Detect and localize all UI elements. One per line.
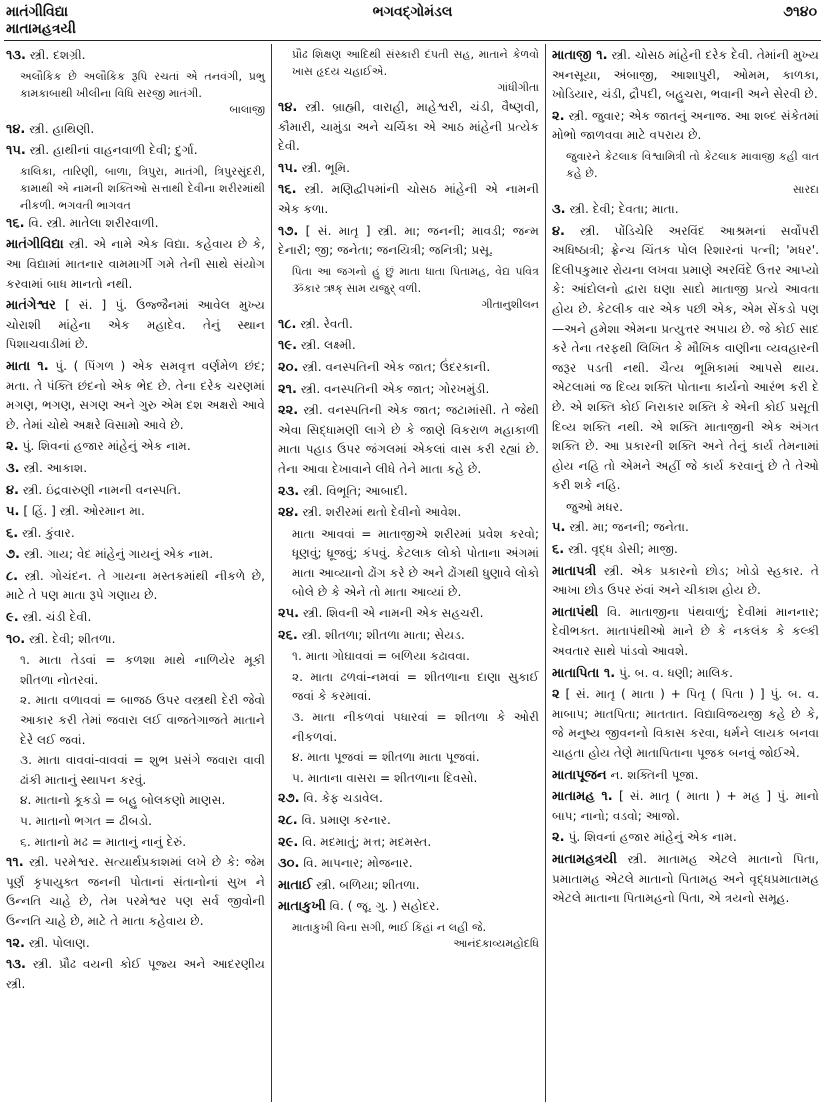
entry-headword: ૧૩.	[6, 48, 26, 63]
entry-text: સ્ત્રી. શરીરમાં થતો દેવીનો આવેશ.	[302, 505, 462, 520]
entry-headword: ૧૧.	[6, 855, 24, 871]
entry-text: જુવારને કેટલાક વિશ્વામિત્રી તો કેટલાક માવાજી કહી વાત કહે છે.	[566, 149, 819, 180]
dictionary-entry	[552, 850, 819, 909]
citation-source	[6, 102, 265, 117]
entry-text: સ્ત્રી. ગાય; વેદ માંહેનું ગાયનું એક નામ.	[23, 547, 214, 562]
sub-sense	[6, 751, 265, 790]
entry-text: પ્રૌઢ શિક્ષણ આદિથી સંસ્કારી દંપતી સહ, માતાને કેળવો ખાસ હૃદય ચહાઈએ.	[292, 48, 539, 78]
entry-text: સ્ત્રી. ભૂમિ.	[301, 160, 350, 175]
entry-text: સ્ત્રી. શીતળા; શીતળા માતા; સેયડ.	[301, 627, 465, 642]
entry-headword: ૧૬.	[6, 215, 25, 231]
entry-text: સારદા	[792, 182, 819, 196]
dictionary-entry	[278, 876, 539, 896]
dictionary-entry	[6, 524, 265, 544]
dictionary-entry	[278, 604, 539, 624]
entry-headword: ૮.	[6, 568, 19, 584]
dictionary-entry	[552, 518, 819, 538]
entry-headword: ૬.	[6, 525, 19, 541]
sub-sense	[278, 525, 539, 603]
sub-sense	[278, 769, 539, 789]
entry-headword: ૩૦.	[278, 856, 300, 872]
entry-headword: ૨૧.	[278, 381, 297, 397]
entry-text: સ્ત્રી. ગોચંદન. તે ગાયના મસ્તકમાંથી નીકળે છે, માટે તે પણ માતા રૂપે ગણાય છે.	[6, 568, 266, 603]
entry-text: સ્ત્રી. એ નામે એક વિદ્યા. કહેવાય છે કે, આ વિદ્યામાં માતનાર વામમાર્ગી ગમે તેની સાથે સંયોગ કરવામાં બાધ માનતો નથી.	[6, 237, 265, 291]
dictionary-entry	[278, 789, 539, 809]
sub-sense	[278, 647, 539, 667]
entry-headword: માતંગીવિદ્યા	[6, 237, 64, 253]
entry-text: ૪. માતા પૂજવાં = શીતળા માતા પૂજવાં.	[292, 750, 480, 765]
entry-headword: ૩.	[552, 201, 566, 217]
entry-headword: ૨૪.	[278, 505, 299, 521]
entry-headword: માતાપૂજન	[552, 767, 607, 783]
dictionary-entry	[552, 685, 819, 763]
dictionary-entry	[552, 200, 819, 220]
dictionary-entry	[278, 222, 539, 261]
entry-text: બાલાજી	[229, 102, 265, 116]
entry-headword: ૧૭.	[278, 223, 299, 239]
dictionary-entry	[6, 955, 265, 994]
entry-text: સ્ત્રી. પોંડિચેરિ અરવિંદ આશ્રમનાં સર્વોપરી અધિષ્ઠાત્રી; ફ્રેન્ચ ચિંતક પોલ રિશારનાં પત્ની; 'મધર'. દિલીપકુમાર રોયના લખવા પ્રમાણે અરવિંદે ઉત્તર આપ્યો કે: આંદોલનો દ્વારા ઘણા સાદો માતાજી પ્રત્યે આવતા હોય છે. કેટલીક વાર એક પછી એક, એમ સેંકડો પણ—અને હમેશા એમના પ્રત્યુત્તર અપાય છે. જે કોઈ સાદ કરે તેના તરફથી લિખિત કે મૌખિક વાણીના વ્યવહારની જરૂર પડતી નથી. ચૈત્ય ભૂમિકામાં આપસે થાય. એટલામાં જ દિવ્ય શક્તિ પોતાના કાર્યનો આરંભ કરી દે છે. એ શક્તિ કોઈ નિરાકાર શક્તિ કે એની કોઈ પ્રસૂતી દિવ્ય શક્તિ નથી. એ શક્તિ માતાજીની એક અંગત શક્તિ છે. આ પ્રકારની શક્તિ અને તેનું કાર્ય તેમનામાં હોય નહિ તો એમને અહીં જે કાર્ય કરવાનું છે તે તેઓ કરી શકે નહિ.	[552, 223, 819, 493]
entry-headword: ૧૫.	[278, 160, 298, 176]
entry-text: સ્ત્રી. જુવાર; એક જાતનું અનાજ. આ શબ્દ સંકેતમાં મોભો જાળવવા માટે વપરાય છે.	[552, 108, 819, 143]
entry-text: [ સં. માતૃ ] સ્ત્રી. મા; જનની; માવડી; જન્મ દેનારી; જી; જનેતા; જનયિત્રી; જનિત્રી; પ્રસૂ.	[278, 223, 540, 258]
citation-quote	[278, 46, 539, 80]
sub-sense	[278, 748, 539, 768]
dictionary-entry	[6, 853, 265, 931]
entry-text: પું. બ. વ. ધણી; માલિક.	[619, 665, 734, 680]
entry-headword: ૧૪.	[278, 100, 298, 115]
sub-sense	[6, 791, 265, 811]
entry-text: સ્ત્રી. હાથીનાં વાહનવાળી દેવી; દુર્ગા.	[29, 143, 198, 158]
entry-text: સ્ત્રી. ચોસઠ માંહેની દરેક દેવી. તેમાંની મુખ્ય અનસૂયા, અંબાજી, આશાપુરી, ઓમમ, કાળકા, ખોડિયાર, ચંડી, દ્રૌપદી, બહુચરા, ભવાની અને સેરવી છે.	[552, 48, 820, 102]
entry-text: સ્ત્રી. બળિયા; શીતળા.	[316, 877, 420, 892]
entry-headword: ૨૮.	[278, 813, 298, 828]
entry-headword: ૨.	[6, 439, 19, 455]
citation-source	[278, 936, 539, 951]
entry-headword: ૨૦.	[278, 359, 299, 375]
dictionary-entry	[6, 235, 265, 294]
entry-text: ૬. માતાનો મઢ = માતાનું નાનું દેરું.	[20, 834, 187, 849]
dictionary-entry	[278, 854, 539, 874]
entry-headword: માતાપત્રી	[552, 563, 597, 579]
dictionary-entry	[278, 159, 539, 179]
entry-text: સ્ત્રી. બ્રાહ્મી, વારાહી, માહેશ્વરી, ચંડી, વૈષ્ણવી, કૌમારી, ચામુંડા અને ચર્ચિકા એ આઠ માંહેની પ્રત્યેક દેવી.	[278, 100, 539, 154]
entry-text: ગીતાનુશીલન	[481, 297, 539, 311]
entry-headword: ૧૩.	[6, 957, 26, 973]
entry-text: ન. શક્તિની પૂજા.	[610, 767, 699, 782]
entry-text: વિ. માપનાર; મોજનાર.	[303, 856, 413, 871]
entry-text: [ હિં. ] સ્ત્રી. ઓરમાન મા.	[23, 504, 145, 519]
sub-sense	[6, 691, 265, 750]
dictionary-entry	[278, 811, 539, 831]
entry-text: વિ. કેફ ચડાવેલ.	[303, 791, 383, 806]
entry-text: સ્ત્રી. આકાશ.	[23, 460, 88, 475]
dictionary-entry	[278, 626, 539, 646]
entry-headword: માતામહત્રયી	[552, 851, 617, 867]
dictionary-entry	[278, 180, 539, 219]
entry-text: ૨. માતા ઢળવાં-નમવાં = શીતળાના દાણા સુકાઈ જવાં કે કરમાવાં.	[292, 669, 539, 704]
guide-word-last: માતામહત્રયી	[6, 21, 76, 37]
citation-quote	[552, 148, 819, 182]
entry-headword: ૭.	[6, 547, 20, 563]
entry-headword: ૨૨.	[278, 403, 299, 419]
entry-headword: માતા ૧.	[6, 358, 49, 374]
sub-sense	[6, 651, 265, 690]
entry-headword: ૨૯.	[278, 834, 299, 850]
entry-headword: માતંગેશ્વર	[6, 298, 56, 314]
entry-text: ૩. માતા નીકળવાં પધારવાં = શીતળા કે ઓરી નીકળવાં.	[292, 710, 539, 744]
dictionary-entry	[6, 214, 265, 234]
dictionary-entry	[278, 315, 539, 335]
dictionary-entry	[278, 380, 539, 400]
entry-headword: માતાપિતા ૧.	[552, 665, 616, 681]
entry-text: સ્ત્રી. પરમેશ્વર. સત્યાર્થપ્રકાશમાં લખે છે કે: જેમ પૂર્ણ કૃપાયુક્ત જનની પોતાનાં સંતાનોનાં સુખ ને ઉન્નતિ ચાહે છે, તેમ પરમેશ્વર પણ સર્વ જીવોની ઉન્નતિ ચાહે છે, માટે તે માતા કહેવાય છે.	[6, 855, 266, 928]
dictionary-entry	[6, 437, 265, 457]
entry-headword: ૨૬.	[278, 627, 298, 643]
sub-sense	[6, 833, 265, 853]
dictionary-entry	[278, 98, 539, 157]
entry-text: પિતા આ જગનો હું છું માતા ધાતા પિતામહ, વેદ્ય પવિત્ર ૐકાર ઋક્ સામ યજુર્ વળી.	[292, 264, 539, 295]
sub-sense	[278, 668, 539, 707]
citation-source	[278, 80, 539, 95]
dictionary-entry	[278, 358, 539, 378]
entry-text: સ્ત્રી. દેવી; દેવતા; માતા.	[569, 201, 679, 216]
dictionary-columns	[0, 44, 825, 1102]
dictionary-entry	[6, 141, 265, 161]
dictionary-entry	[552, 603, 819, 662]
dictionary-entry	[6, 296, 265, 355]
entry-headword: ૨૫.	[278, 606, 300, 622]
dictionary-entry	[278, 897, 539, 917]
dictionary-entry	[6, 608, 265, 628]
entry-text: પું. ( પિંગળ ) એક સમવૃત્ત વર્ણમેળ છંદ; મતા. તે પંક્તિ છંદનો એક ભેદ છે. તેના દરેક ચરણમાં મગણ, ભગણ, સગણ અને ગુરુ એમ દશ અક્ષરો આવે છે. તેમાં ચોથે અક્ષરે વિસામો આવે છે.	[6, 358, 265, 432]
entry-text: સ્ત્રી. દેવી; શીતળા.	[29, 631, 116, 646]
entry-text: સ્ત્રી. વૃદ્ધ ડોસી; માજી.	[568, 542, 678, 557]
dictionary-entry	[278, 336, 539, 356]
header-rule	[4, 40, 821, 41]
dictionary-entry	[6, 120, 265, 140]
entry-text: સ્ત્રી. વનસ્પતિની એક જાત; ઉંદરકાની.	[302, 359, 491, 374]
entry-headword: માતાજી ૧.	[552, 48, 608, 63]
entry-headword: ૬.	[552, 542, 565, 558]
dictionary-entry	[6, 502, 265, 522]
dictionary-entry	[6, 357, 265, 435]
entry-text: સ્ત્રી. હાથિણી.	[29, 121, 95, 136]
dictionary-entry	[552, 562, 819, 601]
dictionary-entry	[552, 766, 819, 786]
dictionary-entry	[6, 545, 265, 565]
dictionary-entry	[6, 481, 265, 501]
dictionary-entry	[278, 833, 539, 853]
entry-text: માતા આવવાં = માતાજીએ શરીરમાં પ્રવેશ કરવો; ધૂણવું; ધ્રૂજવું; કંપવું. કેટલાક લોકો પોતાના અંગમાં માતા આવ્યાનો ઢોંગ કરે છે અને ઢોંગથી ધુણાવે લોકો બોલે છે કે એને તો માતા આવ્યાં છે.	[292, 526, 539, 600]
dictionary-entry	[6, 459, 265, 479]
entry-text: સ્ત્રી. શિવની એ નામની એક સહચરી.	[303, 606, 484, 621]
page-header	[0, 0, 825, 40]
entry-text: પું. શિવનાં હજાર માંહેનું એક નામ.	[22, 439, 191, 454]
column-2	[272, 44, 546, 1102]
entry-text: સ્ત્રી. વનસ્પતિની એક જાત; ગોરખમુંડી.	[300, 381, 490, 396]
entry-text: [ સં. માતૃ ( માતા ) + પિતૃ ( પિતા ) ] પું. બ. વ. માબાપ; માતપિતા; માતતાત. વિદ્યાવિજયજી કહે છે કે, જે મનુષ્ય જીવનનો વિકાસ કરવા, ધર્મને લાયક બનવા ચાહતા હોય તેણે માતાપિતાના પૂજક બનવું જોઈએ.	[552, 687, 819, 760]
sub-sense	[552, 498, 819, 518]
entry-headword: ૨.	[552, 108, 565, 124]
dictionary-entry	[278, 482, 539, 502]
entry-text: સ્ત્રી. દશગ્રી.	[29, 48, 86, 62]
dictionary-entry	[552, 664, 819, 684]
entry-text: વિ. પ્રમાણ કરનાર.	[301, 813, 391, 827]
entry-headword: ૧૦.	[6, 631, 26, 647]
citation-quote	[278, 919, 539, 936]
entry-headword: ૧૮.	[278, 316, 297, 332]
entry-text: [ સં. ] પું. ઉજ્જૈનમાં આવેલ મુખ્ય ચોરાશી માંહેના એક મહાદેવ. તેનું સ્થાન પિશાચવાડીમાં છે.	[6, 298, 266, 352]
dictionary-entry	[6, 630, 265, 650]
entry-headword: માતાપંથી	[552, 604, 599, 620]
entry-text: ૧. માતા તેડવાં = કળશા માથે નાળિયેર મૂકી શીતળા નોતરવાં.	[20, 653, 265, 687]
entry-text: સ્ત્રી. એક પ્રકારનો છોડ; ખોડો સ્હકાર. તે આખા છોડ ઉપર રુંવાં અને ચીકાશ હોય છે.	[552, 563, 819, 598]
entry-text: માતાકુખી વિના સગી, ભાઈ કિંહાં ન લહી જે.	[292, 920, 487, 934]
entry-text: આનંદકાવ્યમહોદધિ	[453, 936, 539, 950]
entry-text: વિ. મદમાતું; મત્ત; મદમસ્ત.	[302, 834, 432, 849]
entry-headword: ૫.	[6, 504, 20, 520]
entry-text: કાલિકા, તારિણી, બાળા, ત્રિપુરા, માતંગી, ત્રિપુરસુંદરી, કામાથી એ નામની શક્તિઓ સત્તાથી દેવીના શરીરમાંથી નીકળી. ભગવતી ભાગવત	[20, 164, 265, 212]
entry-headword: માતામહ ૧.	[552, 789, 613, 805]
dictionary-entry	[6, 934, 265, 954]
dictionary-entry	[552, 828, 819, 848]
entry-text: સ્ત્રી. પોલાણ.	[28, 935, 90, 950]
entry-headword: ૨૩.	[278, 483, 300, 499]
entry-text: ૫. માતાનો ભગત = ઢીબડો.	[20, 814, 153, 828]
entry-headword: ૯.	[6, 610, 19, 626]
entry-text: સ્ત્રી. રેવતી.	[300, 316, 353, 331]
entry-text: ગાંધીગીતા	[497, 81, 539, 94]
entry-headword: ૨	[552, 687, 560, 703]
page-number: ૭૧૪૦	[783, 4, 817, 20]
entry-text: વિ. સ્ત્રી. માતેલા શરીરવાળી.	[28, 215, 159, 230]
entry-headword: ૪.	[6, 482, 19, 498]
entry-headword: ૨૭.	[278, 791, 300, 807]
entry-text: સ્ત્રી. ઇંદ્રવારુણી નામની વનસ્પતિ.	[22, 482, 182, 497]
entry-text: વિ. માતાજીના પંથવાળું; દેવીમાં માનનાર; દેવીભક્ત. માતાપંથીઓ માને છે કે નકલંક કે કલ્કી અવતાર સાથે પાંડવો આવશે.	[552, 604, 820, 659]
entry-text: ૩. માતા વાવવાં-વાવવાં = શુભ પ્રસંગે જવારા વાવી ઢાંકી માતાનું સ્થાપન કરવું.	[20, 753, 265, 787]
sub-sense	[278, 708, 539, 747]
dictionary-entry	[552, 787, 819, 826]
citation-quote	[6, 163, 265, 214]
entry-headword: ૧૨.	[6, 935, 25, 951]
entry-text: સ્ત્રી. ચંડી દેવી.	[22, 610, 92, 625]
entry-text: સ્ત્રી. કુંવાર.	[22, 525, 75, 540]
citation-quote	[278, 263, 539, 297]
dictionary-entry	[552, 540, 819, 560]
citation-source	[278, 297, 539, 312]
dictionary-entry	[278, 503, 539, 523]
dictionary-entry	[6, 567, 265, 606]
dictionary-entry	[552, 107, 819, 146]
sub-sense	[6, 812, 265, 832]
entry-text: ૪. માતાનો કૂકડો = બહુ બોલકણો માણસ.	[20, 793, 226, 808]
entry-text: વિ. ( જૂ. ગુ. ) સહોદર.	[329, 899, 440, 914]
entry-text: ૨. માતા વળાવવાં = બાજઠ ઉપર વસ્ત્રથી દેરી જેવો આકાર કરી તેમાં જવારા લઈ વાજતેગાજતે માતાને દેરે લઈ જવાં.	[20, 693, 265, 747]
book-title: ભગવદ્ગોમંડલ	[372, 4, 453, 20]
entry-text: સ્ત્રી. લક્ષ્મી.	[300, 338, 356, 353]
entry-headword: માતાકુખી	[278, 899, 326, 915]
dictionary-entry	[278, 401, 539, 479]
entry-headword: ૧૫.	[6, 143, 26, 159]
dictionary-entry	[552, 46, 819, 105]
citation-source	[552, 182, 819, 197]
entry-headword: ૧૬.	[278, 182, 297, 198]
entry-headword: ૪.	[552, 223, 565, 239]
entry-text: સ્ત્રી. માતામહ એટલે માતાનો પિતા, પ્રમાતામહ એટલે માતાનો પિતામહ અને વૃદ્ધપ્રમાતામહ એટલે માતાના પિતામહનો પિતા, એ ત્રયનો સમૂહ.	[552, 851, 819, 906]
entry-headword: ૫.	[552, 520, 566, 536]
entry-headword: ૨.	[552, 830, 565, 846]
dictionary-entry	[6, 46, 265, 66]
entry-text: ૧. માતા ગોઘાવવાં = બળિયા કઢાવવા.	[292, 649, 470, 664]
entry-text: અલૌકિક છે અલૌકિક રૂપિ રચતાં એ તનવંગી, પ્રભુ કામકાબાથી ખીલીના વિધિ સરજી માતંગી.	[20, 69, 265, 100]
column-1	[0, 44, 272, 1102]
entry-text: ૫. માતાના વાસરા = શીતળાના દિવસો.	[292, 770, 478, 785]
citation-quote	[6, 68, 265, 102]
entry-text: જુઓ મધર.	[566, 499, 623, 514]
entry-text: સ્ત્રી. વિભૂતિ; આબાદી.	[303, 483, 408, 498]
entry-text: સ્ત્રી. વનસ્પતિની એક જાત; જટામાંસી. તે જેથી એવા સિદ્ધામણી લાગે છે કે જાણે વિકરાળ મહાકાળી માતા પહાડ ઉપર જંગલમાં એકલાં વાસ કરી રહ્યાં છે. તેના આવા દેખાવાને લીધે તેને માતા કહે છે.	[278, 403, 539, 476]
entry-headword: માતાઈ	[278, 877, 313, 893]
entry-text: સ્ત્રી. મણિદ્વીપમાંની ચોસઠ માંહેની એ નામની એક કળા.	[278, 182, 540, 216]
entry-text: સ્ત્રી. પ્રૌઢ વયની કોઈ પૂજ્ય અને આદરણીય સ્ત્રી.	[6, 957, 266, 991]
entry-text: સ્ત્રી. મા; જનની; જનેતા.	[569, 520, 689, 535]
entry-headword: ૧૯.	[278, 338, 298, 354]
entry-headword: ૧૪.	[6, 121, 26, 137]
guide-word-first: માતંગીવિદ્યા	[6, 4, 69, 20]
dictionary-entry	[552, 222, 819, 496]
column-3	[546, 44, 825, 1102]
entry-text: પું. શિવનાં હજાર માંહેનું એક નામ.	[568, 830, 737, 845]
entry-headword: ૩.	[6, 460, 20, 476]
entry-text: [ સં. માતૃ ( માતા ) + મહ ] પું. માનો બાપ; નાનો; વડવો; આજો.	[552, 789, 819, 823]
